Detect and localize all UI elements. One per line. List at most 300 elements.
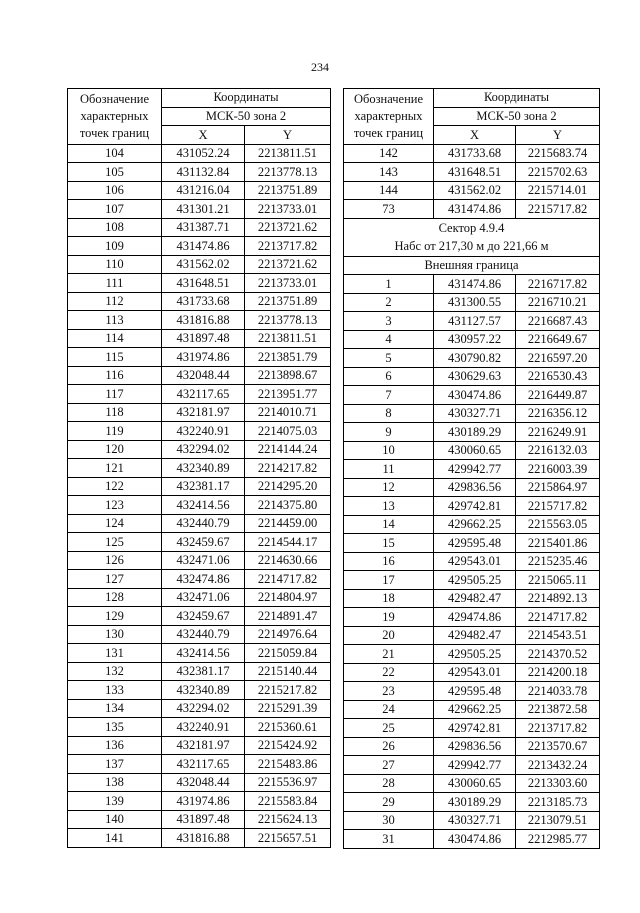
point-id-cell: 135: [68, 718, 162, 737]
x-coordinate-cell: 432181.97: [162, 736, 245, 755]
y-coordinate-cell: 2215714.01: [516, 181, 600, 200]
table-row: [68, 773, 331, 792]
x-coordinate-cell: 432240.91: [162, 422, 245, 441]
table-row: [68, 440, 331, 459]
y-coordinate-cell: 2214033.78: [516, 682, 600, 701]
table-row: [344, 811, 600, 830]
y-coordinate-cell: 2215065.11: [516, 571, 600, 590]
x-coordinate-cell: 430327.71: [434, 811, 516, 830]
x-coordinate-cell: 429942.77: [434, 460, 516, 479]
table-row: [68, 237, 331, 256]
x-coordinate-cell: 432240.91: [162, 718, 245, 737]
y-coordinate-cell: 2214370.52: [516, 645, 600, 664]
y-coordinate-cell: 2216687.43: [516, 312, 600, 331]
y-header: Y: [516, 126, 600, 145]
x-coordinate-cell: 429662.25: [434, 515, 516, 534]
y-coordinate-cell: 2215401.86: [516, 534, 600, 553]
table-row: [68, 348, 331, 367]
point-id-cell: 109: [68, 237, 162, 256]
y-coordinate-cell: 2213079.51: [516, 811, 600, 830]
point-id-cell: 124: [68, 514, 162, 533]
table-row: [344, 312, 600, 331]
y-coordinate-cell: 2214217.82: [245, 459, 331, 478]
table-row: [68, 181, 331, 200]
point-id-cell: 137: [68, 755, 162, 774]
y-coordinate-cell: 2213570.67: [516, 737, 600, 756]
table-row: [68, 218, 331, 237]
x-coordinate-cell: 432117.65: [162, 385, 245, 404]
y-coordinate-cell: 2214010.71: [245, 403, 331, 422]
x-coordinate-cell: 432440.79: [162, 625, 245, 644]
point-id-cell: 15: [344, 534, 434, 553]
x-coordinate-cell: 431301.21: [162, 200, 245, 219]
table-row: [68, 551, 331, 570]
point-id-cell: 127: [68, 570, 162, 589]
x-coordinate-cell: 431816.88: [162, 311, 245, 330]
table-row: [68, 625, 331, 644]
point-id-cell: 111: [68, 274, 162, 293]
x-coordinate-cell: 431974.86: [162, 792, 245, 811]
point-id-cell: 10: [344, 441, 434, 460]
y-coordinate-cell: 2213898.67: [245, 366, 331, 385]
y-coordinate-cell: 2215583.84: [245, 792, 331, 811]
point-id-cell: 28: [344, 774, 434, 793]
point-id-cell: 121: [68, 459, 162, 478]
point-id-cell: 122: [68, 477, 162, 496]
point-id-cell: 24: [344, 700, 434, 719]
table-row: [344, 386, 600, 405]
point-id-cell: 4: [344, 330, 434, 349]
y-coordinate-cell: 2215702.63: [516, 163, 600, 182]
table-row: [68, 681, 331, 700]
point-id-cell: 5: [344, 349, 434, 368]
table-row: [344, 275, 600, 294]
y-coordinate-cell: 2213733.01: [245, 274, 331, 293]
y-coordinate-cell: 2213951.77: [245, 385, 331, 404]
table-row: [344, 552, 600, 571]
y-coordinate-cell: 2214075.03: [245, 422, 331, 441]
y-coordinate-cell: 2215717.82: [516, 497, 600, 516]
x-coordinate-cell: 432340.89: [162, 459, 245, 478]
table-row: [68, 292, 331, 311]
table-row: [68, 422, 331, 441]
x-coordinate-cell: 432474.86: [162, 570, 245, 589]
table-row: [68, 144, 331, 163]
table-row: [344, 663, 600, 682]
table-row: [68, 829, 331, 848]
table-row: [68, 607, 331, 626]
y-coordinate-cell: 2216710.21: [516, 293, 600, 312]
x-coordinate-cell: 431562.02: [162, 255, 245, 274]
y-coordinate-cell: 2214295.20: [245, 477, 331, 496]
point-id-cell: 139: [68, 792, 162, 811]
x-coordinate-cell: 432414.56: [162, 496, 245, 515]
coordinates-table-right-body: [344, 89, 600, 849]
point-id-cell: 131: [68, 644, 162, 663]
y-coordinate-cell: 2214892.13: [516, 589, 600, 608]
x-coordinate-cell: 430474.86: [434, 830, 516, 849]
point-id-cell: 140: [68, 810, 162, 829]
x-coordinate-cell: 431474.86: [162, 237, 245, 256]
y-header: Y: [245, 126, 331, 145]
point-id-cell: 141: [68, 829, 162, 848]
y-coordinate-cell: 2212985.77: [516, 830, 600, 849]
table-row: [344, 534, 600, 553]
table-row: [68, 385, 331, 404]
point-id-cell: 113: [68, 311, 162, 330]
coordinates-table-right: [343, 88, 600, 849]
x-coordinate-cell: 431562.02: [434, 181, 516, 200]
point-id-cell: 107: [68, 200, 162, 219]
point-id-cell: 20: [344, 626, 434, 645]
table-row: [344, 830, 600, 849]
y-coordinate-cell: 2215059.84: [245, 644, 331, 663]
y-coordinate-cell: 2214717.82: [516, 608, 600, 627]
y-coordinate-cell: 2214543.51: [516, 626, 600, 645]
table-row: [68, 255, 331, 274]
y-coordinate-cell: 2213721.62: [245, 218, 331, 237]
x-coordinate-cell: 432048.44: [162, 773, 245, 792]
y-coordinate-cell: 2215624.13: [245, 810, 331, 829]
point-id-cell: 25: [344, 719, 434, 738]
point-id-cell: 138: [68, 773, 162, 792]
y-coordinate-cell: 2215424.92: [245, 736, 331, 755]
table-row: [344, 144, 600, 163]
x-coordinate-cell: 429595.48: [434, 534, 516, 553]
y-coordinate-cell: 2215140.44: [245, 662, 331, 681]
y-coordinate-cell: 2213721.62: [245, 255, 331, 274]
y-coordinate-cell: 2215235.46: [516, 552, 600, 571]
table-row: [68, 329, 331, 348]
coordinates-table-left: [67, 88, 331, 848]
point-id-cell: 9: [344, 423, 434, 442]
y-coordinate-cell: 2213811.51: [245, 144, 331, 163]
table-row: [68, 200, 331, 219]
point-id-cell: 23: [344, 682, 434, 701]
x-coordinate-cell: 432048.44: [162, 366, 245, 385]
point-id-cell: 29: [344, 793, 434, 812]
y-coordinate-cell: 2215657.51: [245, 829, 331, 848]
x-coordinate-cell: 431648.51: [434, 163, 516, 182]
y-coordinate-cell: 2213778.13: [245, 163, 331, 182]
header-row-coordinates: [344, 89, 600, 108]
x-coordinate-cell: 430060.65: [434, 774, 516, 793]
y-coordinate-cell: 2215536.97: [245, 773, 331, 792]
coordinate-system-header: МСК-50 зона 2: [434, 107, 600, 126]
y-coordinate-cell: 2213432.24: [516, 756, 600, 775]
y-coordinate-cell: 2215717.82: [516, 200, 600, 219]
x-coordinate-cell: 432471.06: [162, 551, 245, 570]
x-coordinate-cell: 431897.48: [162, 329, 245, 348]
y-coordinate-cell: 2214891.47: [245, 607, 331, 626]
point-id-cell: 21: [344, 645, 434, 664]
table-row: [344, 293, 600, 312]
table-row: [344, 367, 600, 386]
x-coordinate-cell: 429836.56: [434, 737, 516, 756]
designation-header: Обозначение характерных точек границ: [344, 89, 434, 145]
point-id-cell: 108: [68, 218, 162, 237]
y-coordinate-cell: 2215360.61: [245, 718, 331, 737]
y-coordinate-cell: 2216449.87: [516, 386, 600, 405]
point-id-cell: 17: [344, 571, 434, 590]
point-id-cell: 3: [344, 312, 434, 331]
x-coordinate-cell: 431132.84: [162, 163, 245, 182]
point-id-cell: 142: [344, 144, 434, 163]
x-coordinate-cell: 432440.79: [162, 514, 245, 533]
x-coordinate-cell: 431052.24: [162, 144, 245, 163]
x-coordinate-cell: 429474.86: [434, 608, 516, 627]
y-coordinate-cell: 2216597.20: [516, 349, 600, 368]
table-row: [68, 755, 331, 774]
table-row: [344, 719, 600, 738]
x-coordinate-cell: 431474.86: [434, 275, 516, 294]
y-coordinate-cell: 2215864.97: [516, 478, 600, 497]
table-row: [68, 163, 331, 182]
point-id-cell: 1: [344, 275, 434, 294]
y-coordinate-cell: 2215217.82: [245, 681, 331, 700]
sector-row: [344, 218, 600, 256]
x-coordinate-cell: 429482.47: [434, 626, 516, 645]
y-coordinate-cell: 2213851.79: [245, 348, 331, 367]
point-id-cell: 120: [68, 440, 162, 459]
x-coordinate-cell: 430474.86: [434, 386, 516, 405]
table-row: [68, 274, 331, 293]
point-id-cell: 132: [68, 662, 162, 681]
x-coordinate-cell: 431733.68: [434, 144, 516, 163]
x-coordinate-cell: 431216.04: [162, 181, 245, 200]
table-row: [68, 810, 331, 829]
point-id-cell: 143: [344, 163, 434, 182]
table-row: [68, 588, 331, 607]
x-coordinate-cell: 432294.02: [162, 699, 245, 718]
x-coordinate-cell: 429505.25: [434, 645, 516, 664]
sector-cell: [344, 218, 600, 256]
y-coordinate-cell: 2213303.60: [516, 774, 600, 793]
table-row: [68, 736, 331, 755]
x-coordinate-cell: 432381.17: [162, 477, 245, 496]
table-row: [68, 699, 331, 718]
x-coordinate-cell: 431733.68: [162, 292, 245, 311]
point-id-cell: 116: [68, 366, 162, 385]
point-id-cell: 104: [68, 144, 162, 163]
x-coordinate-cell: 431974.86: [162, 348, 245, 367]
table-row: [68, 533, 331, 552]
y-coordinate-cell: 2213778.13: [245, 311, 331, 330]
y-coordinate-cell: 2213751.89: [245, 292, 331, 311]
x-coordinate-cell: 432459.67: [162, 533, 245, 552]
table-row: [68, 477, 331, 496]
table-row: [344, 793, 600, 812]
table-row: [68, 496, 331, 515]
x-coordinate-cell: 431816.88: [162, 829, 245, 848]
point-id-cell: 118: [68, 403, 162, 422]
table-row: [344, 349, 600, 368]
x-coordinate-cell: 429595.48: [434, 682, 516, 701]
point-id-cell: 6: [344, 367, 434, 386]
table-row: [344, 478, 600, 497]
point-id-cell: 30: [344, 811, 434, 830]
x-coordinate-cell: 431387.71: [162, 218, 245, 237]
designation-header: Обозначение характерных точек границ: [68, 89, 162, 145]
x-coordinate-cell: 429482.47: [434, 589, 516, 608]
x-header: X: [162, 126, 245, 145]
point-id-cell: 18: [344, 589, 434, 608]
point-id-cell: 16: [344, 552, 434, 571]
table-row: [344, 589, 600, 608]
point-id-cell: 117: [68, 385, 162, 404]
y-coordinate-cell: 2215291.39: [245, 699, 331, 718]
y-coordinate-cell: 2214144.24: [245, 440, 331, 459]
y-coordinate-cell: 2216649.67: [516, 330, 600, 349]
point-id-cell: 11: [344, 460, 434, 479]
table-row: [344, 460, 600, 479]
y-coordinate-cell: 2213717.82: [245, 237, 331, 256]
y-coordinate-cell: 2216132.03: [516, 441, 600, 460]
y-coordinate-cell: 2216249.91: [516, 423, 600, 442]
y-coordinate-cell: 2216530.43: [516, 367, 600, 386]
sector-elevation-range: Набс от 217,30 м до 221,66 м: [394, 239, 549, 253]
coordinates-header: Координаты: [162, 89, 331, 108]
y-coordinate-cell: 2214200.18: [516, 663, 600, 682]
boundary-row: [344, 256, 600, 275]
coordinates-header: Координаты: [434, 89, 600, 108]
table-row: [344, 756, 600, 775]
x-coordinate-cell: 431300.55: [434, 293, 516, 312]
y-coordinate-cell: 2213872.58: [516, 700, 600, 719]
point-id-cell: 73: [344, 200, 434, 219]
table-row: [344, 200, 600, 219]
point-id-cell: 136: [68, 736, 162, 755]
point-id-cell: 126: [68, 551, 162, 570]
y-coordinate-cell: 2215683.74: [516, 144, 600, 163]
point-id-cell: 27: [344, 756, 434, 775]
table-row: [68, 366, 331, 385]
x-coordinate-cell: 430790.82: [434, 349, 516, 368]
point-id-cell: 8: [344, 404, 434, 423]
x-coordinate-cell: 429942.77: [434, 756, 516, 775]
x-coordinate-cell: 431474.86: [434, 200, 516, 219]
x-coordinate-cell: 429543.01: [434, 552, 516, 571]
point-id-cell: 114: [68, 329, 162, 348]
page-number: 234: [311, 60, 329, 74]
point-id-cell: 105: [68, 163, 162, 182]
x-coordinate-cell: 429836.56: [434, 478, 516, 497]
point-id-cell: 22: [344, 663, 434, 682]
table-row: [68, 403, 331, 422]
point-id-cell: 2: [344, 293, 434, 312]
x-coordinate-cell: 429742.81: [434, 497, 516, 516]
table-row: [68, 459, 331, 478]
sector-title: Сектор 4.9.4: [438, 221, 505, 235]
table-row: [68, 792, 331, 811]
table-row: [344, 181, 600, 200]
y-coordinate-cell: 2216003.39: [516, 460, 600, 479]
point-id-cell: 144: [344, 181, 434, 200]
table-row: [344, 737, 600, 756]
y-coordinate-cell: 2213751.89: [245, 181, 331, 200]
y-coordinate-cell: 2214717.82: [245, 570, 331, 589]
table-row: [68, 718, 331, 737]
y-coordinate-cell: 2214976.64: [245, 625, 331, 644]
point-id-cell: 133: [68, 681, 162, 700]
point-id-cell: 110: [68, 255, 162, 274]
table-row: [344, 774, 600, 793]
table-row: [344, 423, 600, 442]
y-coordinate-cell: 2214804.97: [245, 588, 331, 607]
x-coordinate-cell: 432471.06: [162, 588, 245, 607]
table-row: [68, 662, 331, 681]
point-id-cell: 134: [68, 699, 162, 718]
point-id-cell: 106: [68, 181, 162, 200]
point-id-cell: 7: [344, 386, 434, 405]
x-coordinate-cell: 430060.65: [434, 441, 516, 460]
x-coordinate-cell: 431648.51: [162, 274, 245, 293]
point-id-cell: 19: [344, 608, 434, 627]
y-coordinate-cell: 2216356.12: [516, 404, 600, 423]
table-row: [344, 626, 600, 645]
table-row: [344, 700, 600, 719]
x-coordinate-cell: 432340.89: [162, 681, 245, 700]
point-id-cell: 13: [344, 497, 434, 516]
x-coordinate-cell: 429662.25: [434, 700, 516, 719]
y-coordinate-cell: 2213811.51: [245, 329, 331, 348]
y-coordinate-cell: 2213733.01: [245, 200, 331, 219]
point-id-cell: 26: [344, 737, 434, 756]
point-id-cell: 115: [68, 348, 162, 367]
header-row-coordinates: [68, 89, 331, 108]
table-row: [344, 645, 600, 664]
table-row: [68, 570, 331, 589]
coordinate-system-header: МСК-50 зона 2: [162, 107, 331, 126]
x-coordinate-cell: 432117.65: [162, 755, 245, 774]
table-row: [344, 571, 600, 590]
y-coordinate-cell: 2213717.82: [516, 719, 600, 738]
x-coordinate-cell: 430629.63: [434, 367, 516, 386]
y-coordinate-cell: 2214375.80: [245, 496, 331, 515]
table-row: [344, 330, 600, 349]
table-row: [68, 514, 331, 533]
table-row: [344, 404, 600, 423]
y-coordinate-cell: 2215563.05: [516, 515, 600, 534]
point-id-cell: 130: [68, 625, 162, 644]
y-coordinate-cell: 2215483.86: [245, 755, 331, 774]
point-id-cell: 129: [68, 607, 162, 626]
x-coordinate-cell: 432414.56: [162, 644, 245, 663]
table-row: [68, 311, 331, 330]
table-row: [68, 644, 331, 663]
table-row: [344, 163, 600, 182]
table-row: [344, 682, 600, 701]
x-coordinate-cell: 430957.22: [434, 330, 516, 349]
point-id-cell: 112: [68, 292, 162, 311]
point-id-cell: 14: [344, 515, 434, 534]
x-coordinate-cell: 432459.67: [162, 607, 245, 626]
x-coordinate-cell: 431897.48: [162, 810, 245, 829]
point-id-cell: 31: [344, 830, 434, 849]
point-id-cell: 119: [68, 422, 162, 441]
y-coordinate-cell: 2214459.00: [245, 514, 331, 533]
y-coordinate-cell: 2216717.82: [516, 275, 600, 294]
x-coordinate-cell: 429742.81: [434, 719, 516, 738]
point-id-cell: 128: [68, 588, 162, 607]
y-coordinate-cell: 2214630.66: [245, 551, 331, 570]
table-row: [344, 515, 600, 534]
x-coordinate-cell: 429543.01: [434, 663, 516, 682]
point-id-cell: 125: [68, 533, 162, 552]
x-coordinate-cell: 429505.25: [434, 571, 516, 590]
point-id-cell: 12: [344, 478, 434, 497]
table-row: [344, 497, 600, 516]
